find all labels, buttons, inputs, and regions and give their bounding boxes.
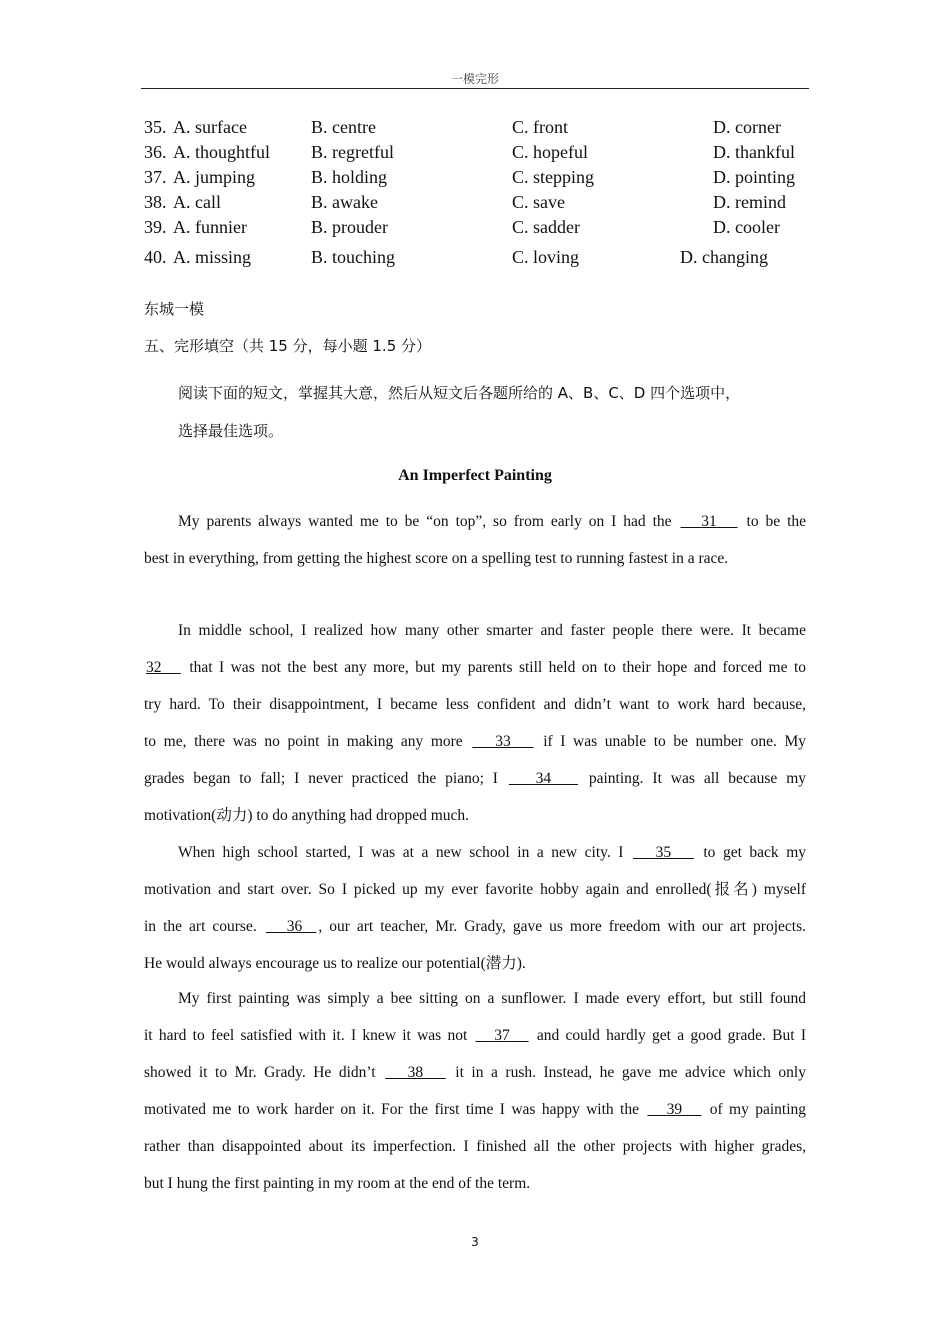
- option-d: D. cooler: [713, 217, 780, 237]
- text-line: In middle school, I realized how many other smarter and faster people there were. It became: [178, 622, 806, 639]
- paragraph: [144, 620, 806, 842]
- text-line: but I hung the first painting in my room at the end of the term.: [144, 1175, 531, 1192]
- text-line: [144, 842, 806, 879]
- text-line: try hard. To their disappointment, I became less confident and didn’t want to work hard because,: [144, 696, 806, 713]
- question-number: 38.: [144, 192, 167, 212]
- text-span: painting. It was all because my: [588, 770, 807, 787]
- blank-32: [144, 659, 183, 676]
- option-a: A. surface: [173, 117, 247, 137]
- text-span: motivated me to work harder on it. For the first time I was happy with the: [144, 1101, 639, 1118]
- option-c: C. loving: [512, 247, 580, 267]
- option-c: C. hopeful: [512, 142, 588, 162]
- text-span: grades began to fall; I never practiced the piano; I: [144, 770, 498, 787]
- question-number: 35.: [144, 117, 167, 137]
- text-span: to be the: [746, 513, 807, 530]
- option-d: D. changing: [680, 247, 768, 267]
- option-b: B. centre: [311, 117, 376, 137]
- option-d: D. thankful: [713, 142, 795, 162]
- question-number: 40.: [144, 247, 167, 267]
- blank-number: 33: [495, 733, 511, 750]
- blank-number: 39: [666, 1101, 683, 1118]
- option-d: D. corner: [713, 117, 781, 137]
- text-line: [144, 916, 806, 953]
- text-span: When high school started, I was at a new school in a new city. I: [178, 844, 624, 861]
- option-a: A. jumping: [173, 167, 256, 187]
- option-c: C. save: [512, 192, 565, 212]
- blank-number: 34: [535, 770, 552, 787]
- option-c: C. sadder: [512, 217, 580, 237]
- blank-34: [507, 770, 580, 787]
- option-a: A. funnier: [173, 217, 247, 237]
- text-span: , our art teacher, Mr. Grady, gave us more freedom with our art projects.: [318, 918, 806, 935]
- option-b: B. holding: [311, 167, 388, 187]
- option-a: A. missing: [173, 247, 252, 267]
- blank-number: 31: [701, 513, 717, 530]
- text-span: it hard to feel satisfied with it. I knew it was not: [144, 1027, 468, 1044]
- text-span: My parents always wanted me to be “on top”, so from early on I had the: [178, 513, 672, 530]
- text-line: [144, 657, 806, 694]
- page-header: 一模完形: [450, 72, 499, 86]
- blank-number: 37: [494, 1027, 510, 1044]
- header-divider: [141, 88, 809, 89]
- text-line: rather than disappointed about its imperfection. I finished all the other projects with higher grades,: [144, 1138, 806, 1155]
- option-a: A. call: [173, 192, 221, 212]
- text-line: My first painting was simply a bee sitting on a sunflower. I made every effort, but still found: [178, 990, 806, 1007]
- question-number: 37.: [144, 167, 167, 187]
- instruction-line: 选择最佳选项。: [178, 422, 284, 440]
- blank-number: 38: [407, 1064, 424, 1081]
- text-line: [144, 1025, 806, 1062]
- blank-number: 36: [286, 918, 303, 935]
- option-d: D. remind: [713, 192, 786, 212]
- text-span: to me, there was no point in making any more: [144, 733, 463, 750]
- text-span: of my painting: [709, 1101, 807, 1118]
- instruction-line: 阅读下面的短文，掌握其大意，然后从短文后各题所给的 A、B、C、D 四个选项中，: [178, 384, 741, 402]
- text-span: showed it to Mr. Grady. He didn’t: [144, 1064, 376, 1081]
- exam-source: 东城一模: [144, 300, 205, 318]
- blank-38: [383, 1064, 448, 1081]
- text-line: motivation(动力) to do anything had dropped much.: [144, 807, 470, 824]
- option-b: B. prouder: [311, 217, 388, 237]
- text-span: to get back my: [703, 844, 807, 861]
- option-b: B. regretful: [311, 142, 394, 162]
- blank-35: [631, 844, 696, 861]
- blank-number: 35: [655, 844, 672, 861]
- option-d: D. pointing: [713, 167, 796, 187]
- option-c: C. stepping: [512, 167, 595, 187]
- text-span: and could hardly get a good grade. But I: [536, 1027, 806, 1044]
- text-line: [144, 511, 806, 548]
- paragraph: [144, 988, 806, 1210]
- text-line: best in everything, from getting the highest score on a spelling test to running fastest in a race.: [144, 550, 729, 567]
- text-line: [144, 768, 806, 805]
- text-span: that I was not the best any more, but my parents still held on to their hope and forced me to: [189, 659, 807, 676]
- paragraph: [144, 842, 806, 990]
- blank-39: [645, 1101, 703, 1118]
- blank-33: [470, 733, 535, 750]
- option-a: A. thoughtful: [173, 142, 270, 162]
- text-line: [144, 731, 806, 768]
- question-number: 39.: [144, 217, 167, 237]
- text-span: in the art course.: [144, 918, 257, 935]
- option-b: B. touching: [311, 247, 395, 267]
- blank-37: [474, 1027, 531, 1044]
- option-c: C. front: [512, 117, 568, 137]
- text-span: it in a rush. Instead, he gave me advice which only: [455, 1064, 806, 1081]
- article-title: An Imperfect Painting: [398, 467, 552, 484]
- question-number: 36.: [144, 142, 167, 162]
- text-line: [144, 1062, 806, 1099]
- text-line: He would always encourage us to realize our potential(潜力).: [144, 955, 526, 972]
- blank-31: [678, 513, 739, 530]
- blank-36: [264, 918, 319, 935]
- text-line: [144, 1099, 806, 1136]
- blank-number: 32: [146, 659, 162, 676]
- page-number: 3: [471, 1235, 479, 1249]
- section-heading: 五、完形填空（共 15 分，每小题 1.5 分）: [144, 337, 432, 355]
- text-span: if I was unable to be number one. My: [543, 733, 807, 750]
- text-line: motivation and start over. So I picked up my ever favorite hobby again and enrolled(报名) myself: [144, 881, 806, 898]
- option-b: B. awake: [311, 192, 378, 212]
- paragraph: [144, 511, 806, 585]
